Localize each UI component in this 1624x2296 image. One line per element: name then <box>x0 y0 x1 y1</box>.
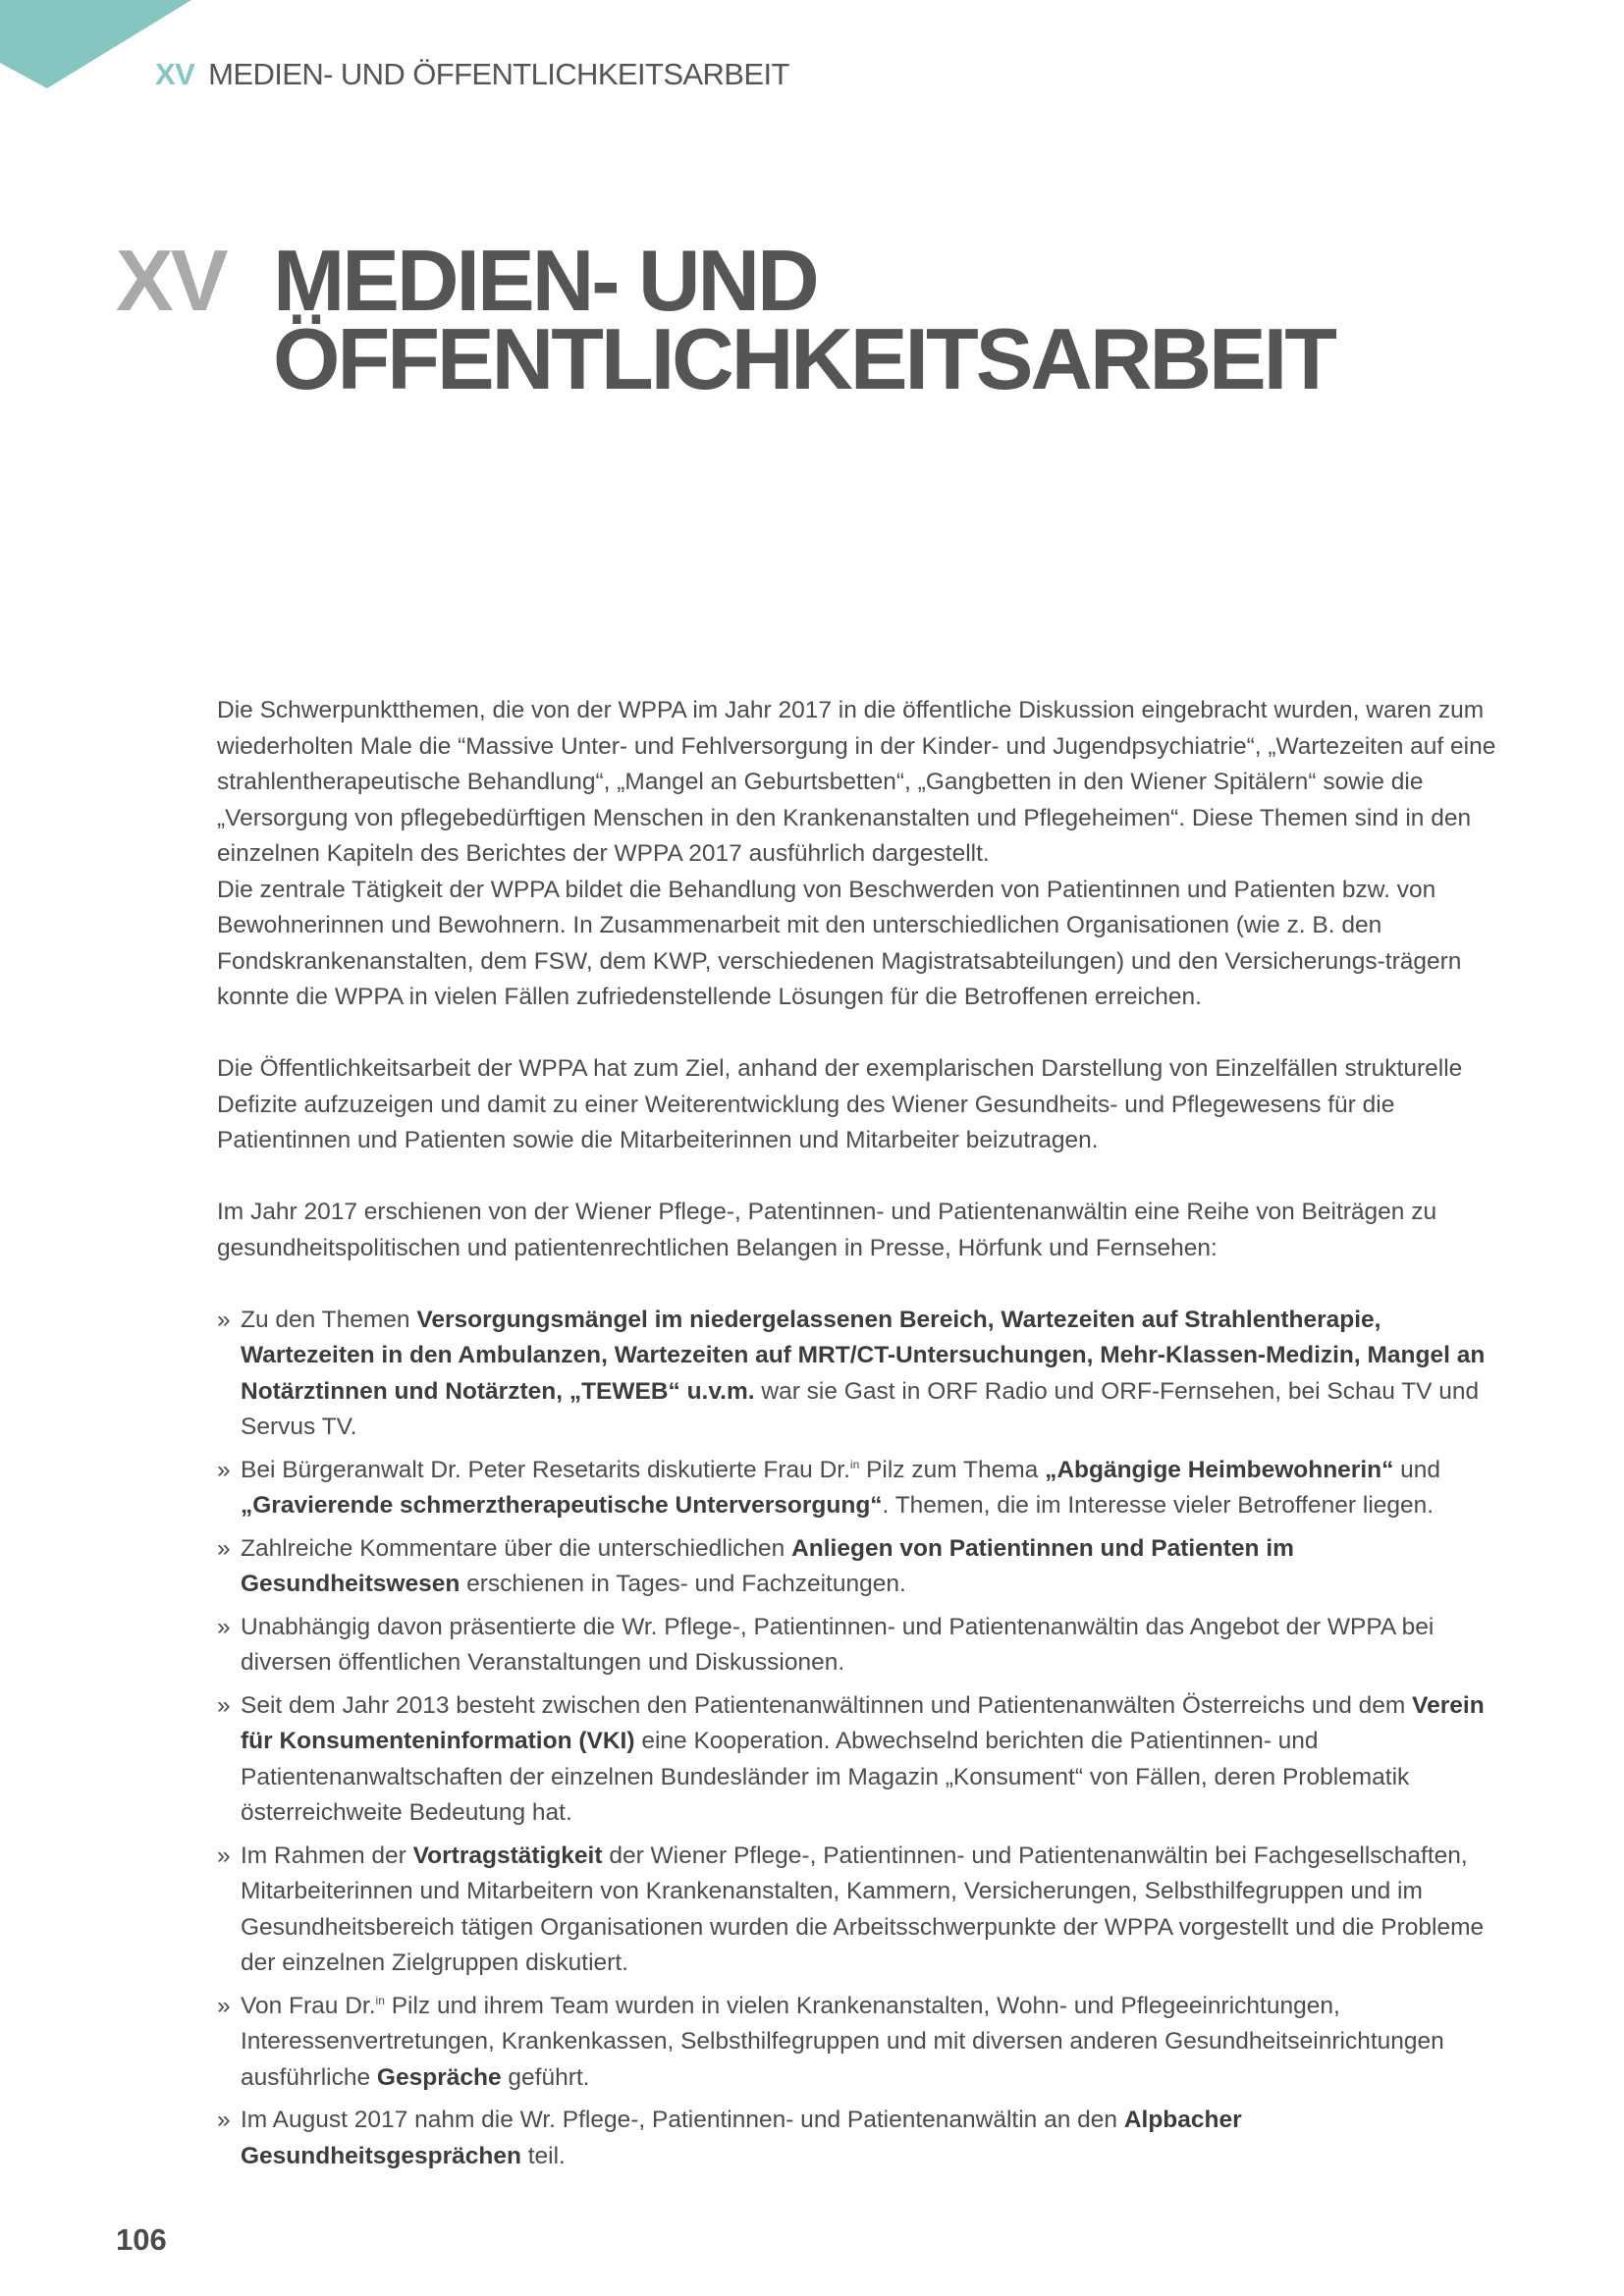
list-item <box>217 2103 1513 2174</box>
bullet-bold-text: Vortragstätigkeit <box>412 1842 603 1869</box>
intro-paragraph-1a: Die Schwerpunktthemen, die von der WPPA im Jahr 2017 in die öffentliche Diskussion eingebracht wurden, waren zum wiederholten Male die “Massive Unter- und Fehlversorgung in der Kinder- und Jugendpsychiatrie“, „Wartezeiten auf eine strahlentherapeutische Behandlung“, „Mangel an Geburtsbetten“, „Gangbetten in den Wiener Spitälern“ sowie die „Versorgung von pflegebedürftigen Menschen in den Krankenanstalten und Pflegeheimen“. Diese Themen sind in den einzelnen Kapiteln des Berichtes der WPPA 2017 ausführlich dargestellt. <box>217 697 1496 867</box>
bullet-marker: » <box>217 1456 231 1483</box>
bullet-bold-text: „Abgängige Heimbewohnerin“ <box>1045 1456 1394 1483</box>
intro-paragraph-1b: Die zentrale Tätigkeit der WPPA bildet die Behandlung von Beschwerden von Patientinnen und Patienten bzw. von Bewohnerinnen und Bewohnern. In Zusammenarbeit mit den unterschiedlichen Organisationen (wie z. B. den Fondskrankenanstalten, dem FSW, dem KWP, verschiedenen Magistratsabteilungen) und den Versicherungs-trägern konnte die WPPA in vielen Fällen zufriedenstellende Lösungen für die Betroffenen erreichen. <box>217 876 1462 1010</box>
list-item <box>217 1688 1513 1832</box>
bullet-bold-text: „Gravierende schmerztherapeutische Unterversorgung“ <box>241 1492 883 1519</box>
running-header <box>155 57 789 92</box>
bullet-text: der Wiener Pflege-, Patientinnen- und Patientenanwältin bei Fachgesellschaften, Mitarbeiterinnen und Mitarbeitern von Krankenanstalten, Kammern, Versicherungen, Selbsthilfegruppen und im Gesundheitsbereich tätigen Organisationen wurden die Arbeitsschwerpunkte der WPPA vorgestellt und die Probleme der einzelnen Zielgruppen diskutiert. <box>241 1842 1485 1976</box>
chapter-title <box>273 232 1334 407</box>
bullet-text: geführt. <box>501 2063 590 2091</box>
bullet-marker: » <box>217 2107 231 2133</box>
page-number: 106 <box>116 2222 167 2257</box>
bullet-bold-text: Anliegen von Patientinnen und Patienten im Gesundheitswesen <box>241 1534 1294 1597</box>
bullet-marker: » <box>217 1842 231 1869</box>
chapter-title-line-1: MEDIEN- UND <box>273 232 817 329</box>
bullet-bold-text: Versorgungsmängel im niedergelassenen Bereich, Wartezeiten auf Strahlentherapie, Wartezeiten in den Ambulanzen, Wartezeiten auf MRT/CT-Untersuchungen, Mehr-Klassen-Medizin, Mangel an Notärztinnen und Notärzten, „TEWEB“ u.v.m. <box>241 1306 1486 1405</box>
bullet-text: erschienen in Tages- und Fachzeitungen. <box>460 1571 906 1597</box>
bullet-marker: » <box>217 1992 231 2019</box>
bullet-bold-text: Gespräche <box>376 2063 502 2091</box>
intro-paragraph-2: Die Öffentlichkeitsarbeit der WPPA hat zum Ziel, anhand der exemplarischen Darstellung von Einzelfällen strukturelle Defizite aufzuzeigen und damit zu einer Weiterentwicklung des Wiener Gesundheits- und Pflegewesens für die Patientinnen und Patienten sowie die Mitarbeiterinnen und Mitarbeiter beizutragen. <box>217 1055 1463 1153</box>
running-header-chapter-number: XV <box>155 57 195 91</box>
bullet-text: Von Frau Dr. <box>241 1992 376 2019</box>
bullet-bold-text: Verein für Konsumenteninformation (VKI) <box>241 1691 1485 1754</box>
bullet-text: Bei Bürgeranwalt Dr. Peter Resetarits diskutierte Frau Dr. <box>241 1456 850 1483</box>
bullet-text: Unabhängig davon präsentierte die Wr. Pflege-, Patientinnen- und Patientenanwältin das Angebot der WPPA bei diversen öffentlichen Veranstaltungen und Diskussionen. <box>241 1613 1435 1676</box>
bullet-marker: » <box>217 1306 231 1333</box>
list-item <box>217 1989 1513 2097</box>
list-item <box>217 1839 1513 1982</box>
bullet-text: Im Rahmen der <box>241 1842 413 1869</box>
bullet-marker: » <box>217 1534 231 1562</box>
list-item <box>217 1531 1513 1603</box>
body-text <box>217 693 1513 2181</box>
running-header-title: MEDIEN- UND ÖFFENTLICHKEITSARBEIT <box>208 57 789 91</box>
bullet-text: Pilz und ihrem Team wurden in vielen Krankenanstalten, Wohn- und Pflegeeinrichtungen, Interessenvertretungen, Krankenkassen, Selbsthilfegruppen und mit diversen anderen Gesundheitseinrichtungen ausführliche <box>241 1992 1444 2091</box>
bullet-text: Pilz zum Thema <box>859 1456 1046 1483</box>
bullet-text: Im August 2017 nahm die Wr. Pflege-, Patientinnen- und Patientenanwältin an den <box>241 2107 1124 2133</box>
bullet-text: teil. <box>520 2142 566 2169</box>
bullet-text: Seit dem Jahr 2013 besteht zwischen den Patientenanwältinnen und Patientenanwälten Österreichs und dem <box>241 1691 1413 1719</box>
list-item <box>217 1610 1513 1682</box>
list-item <box>217 1303 1513 1446</box>
chapter-number: XV <box>116 232 226 329</box>
bullet-marker: » <box>217 1691 231 1719</box>
bullet-text: und <box>1393 1456 1441 1483</box>
bullet-bold-text: Alpbacher Gesundheitsgesprächen <box>241 2107 1242 2169</box>
title-superscript: in <box>849 1457 860 1471</box>
bullet-marker: » <box>217 1613 231 1640</box>
bullet-text: Zu den Themen <box>241 1306 417 1333</box>
list-item <box>217 1453 1513 1524</box>
bullet-text: Zahlreiche Kommentare über die unterschiedlichen <box>241 1534 792 1562</box>
intro-paragraph-3: Im Jahr 2017 erschienen von der Wiener Pflege-, Patentinnen- und Patientenanwältin eine Reihe von Beiträgen zu gesundheitspolitischen und patientenrechtlichen Belangen in Presse, Hörfunk und Fernsehen: <box>217 1199 1437 1261</box>
bullet-text: eine Kooperation. Abwechselnd berichten die Patientinnen- und Patientenanwaltschaften der einzelnen Bundesländer im Magazin „Konsument“ von Fällen, deren Problematik österreichweite Bedeutung hat. <box>241 1728 1410 1826</box>
chapter-title-line-2: ÖFFENTLICHKEITSARBEIT <box>273 310 1334 407</box>
title-superscript: in <box>375 1993 385 2007</box>
activity-list <box>217 1303 1513 2175</box>
bullet-text: war sie Gast in ORF Radio und ORF-Fernsehen, bei Schau TV und Servus TV. <box>241 1377 1480 1440</box>
bullet-text: . Themen, die im Interesse vieler Betroffener liegen. <box>882 1492 1435 1519</box>
